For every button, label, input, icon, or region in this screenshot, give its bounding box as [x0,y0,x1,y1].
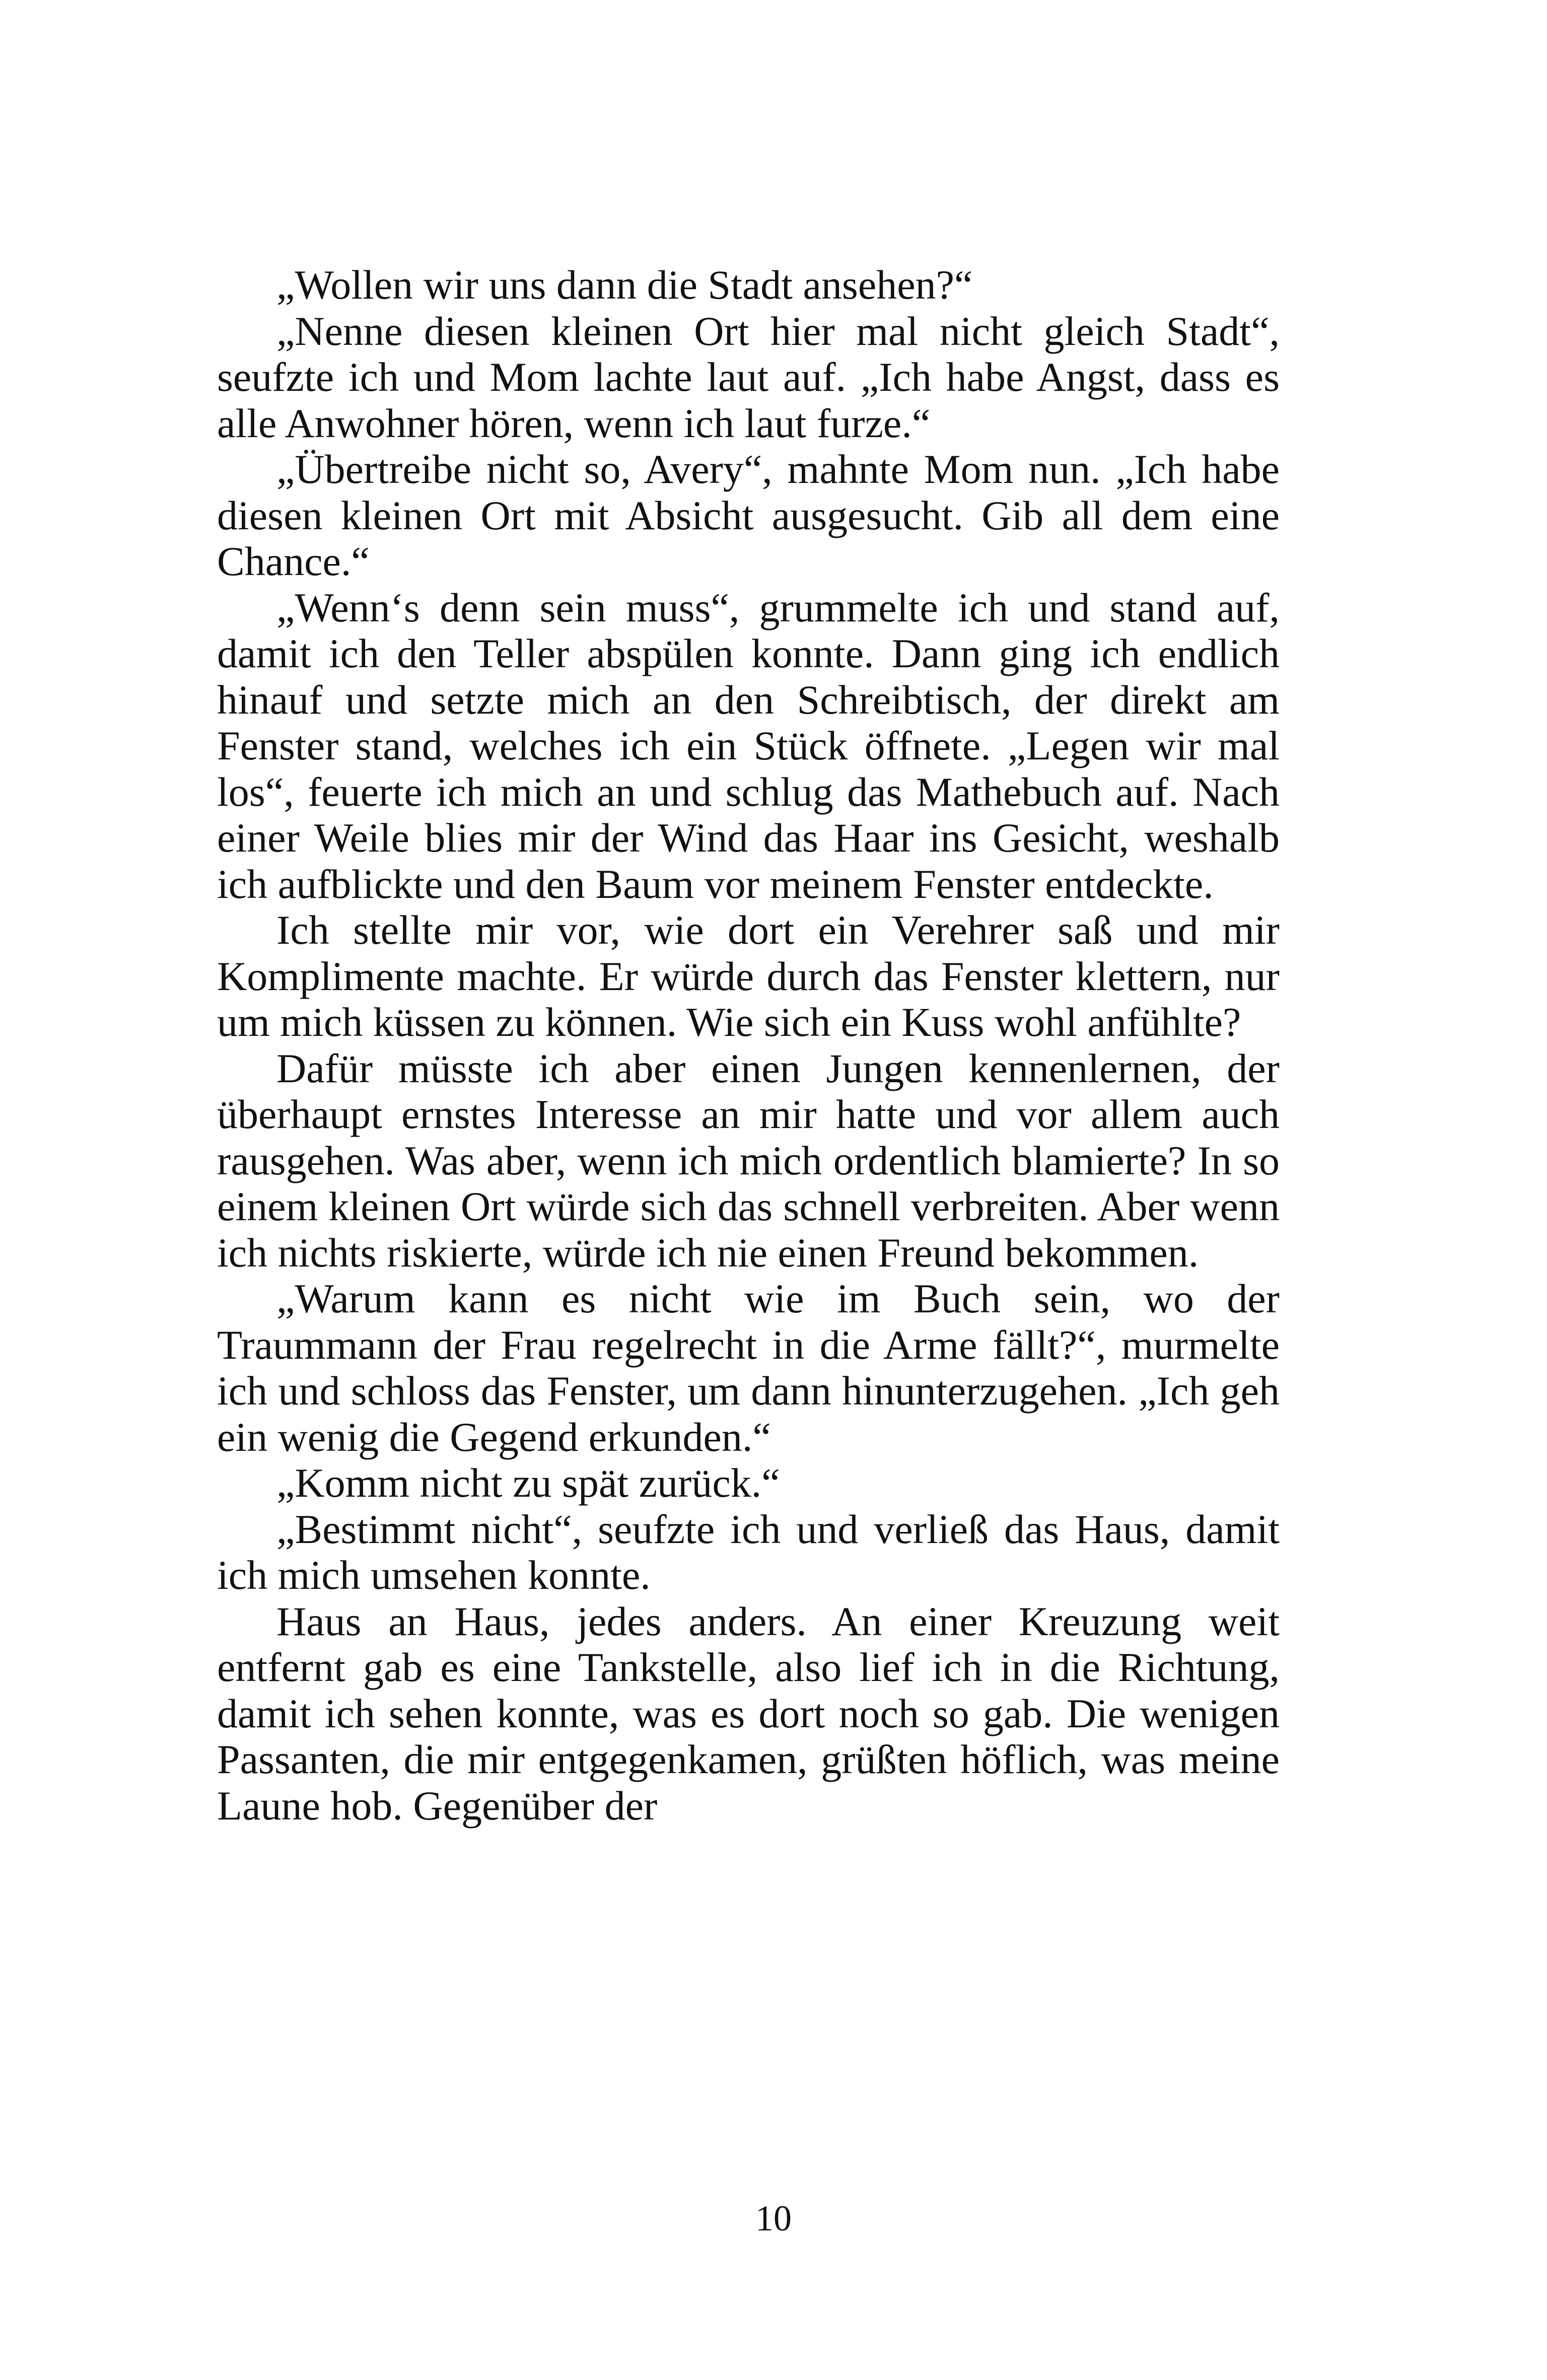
paragraph-10: Haus an Haus, jedes anders. An einer Kreuzung weit entfernt gab es eine Tankstelle, also lief ich in die Richtung, damit ich sehen konnte, was es dort noch so gab. Die wenigen Passanten, die mir entgegenkamen, grüßten höflich, was meine Laune hob. Gegenüber der [217,1598,1280,1829]
paragraph-7: „Warum kann es nicht wie im Buch sein, wo der Traummann der Frau regelrecht in die Arme fällt?“, murmelte ich und schloss das Fenster, um dann hinunterzugehen. „Ich geh ein wenig die Gegend erkunden.“ [217,1276,1280,1460]
paragraph-8: „Komm nicht zu spät zurück.“ [276,1460,780,1506]
paragraph-9: „Bestimmt nicht“, seufzte ich und verließ das Haus, damit ich mich umsehen konnte. [217,1506,1280,1598]
paragraph-2: „Nenne diesen kleinen Ort hier mal nicht gleich Stadt“, seufzte ich und Mom lachte laut auf. „Ich habe Angst, dass es alle Anwohner hören, wenn ich laut furze.“ [217,308,1280,446]
paragraph-4: „Wenn‘s denn sein muss“, grummelte ich und stand auf, damit ich den Teller abspülen konnte. Dann ging ich endlich hinauf und setzte mich an den Schreibtisch, der direkt am Fenster stand, welches ich ein Stück öffnete. „Legen wir mal los“, feuerte ich mich an und schlug das Mathebuch auf. Nach einer Weile blies mir der Wind das Haar ins Gesicht, weshalb ich aufblickte und den Baum vor meinem Fenster entdeckte. [217,584,1280,907]
body-text [217,262,1280,1829]
paragraph-1: „Wollen wir uns dann die Stadt ansehen?“ [276,262,973,308]
paragraph-6: Dafür müsste ich aber einen Jungen kennenlernen, der überhaupt ernstes Interesse an mir hatte und vor allem auch rausgehen. Was aber, wenn ich mich ordentlich blamierte? In so einem kleinen Ort würde sich das schnell verbreiten. Aber wenn ich nichts riskierte, würde ich nie einen Freund bekommen. [217,1045,1280,1276]
paragraph-5: Ich stellte mir vor, wie dort ein Verehrer saß und mir Komplimente machte. Er würde durch das Fenster klettern, nur um mich küssen zu können. Wie sich ein Kuss wohl anfühlte? [217,907,1280,1045]
page-number: 10 [755,2198,792,2238]
paragraph-3: „Übertreibe nicht so, Avery“, mahnte Mom nun. „Ich habe diesen kleinen Ort mit Absicht ausgesucht. Gib all dem eine Chance.“ [217,446,1280,584]
